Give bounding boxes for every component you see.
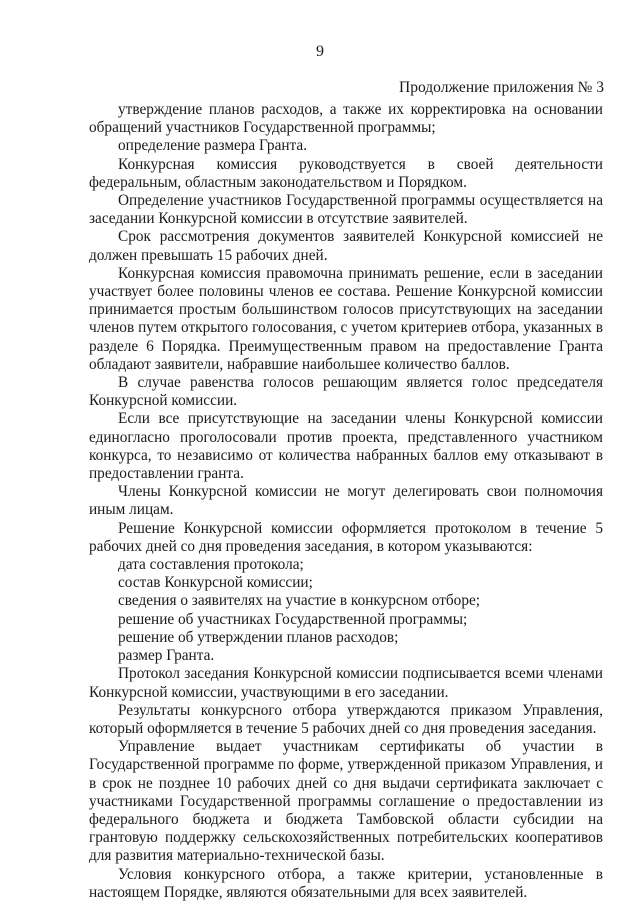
- paragraph: Решение Конкурсной комиссии оформляется протоколом в течение 5 рабочих дней со дня проведения заседания, в котором указываются:: [89, 519, 603, 555]
- paragraph: Члены Конкурсной комиссии не могут делегировать свои полномочия иным лицам.: [89, 483, 603, 519]
- paragraph: Условия конкурсного отбора, а также критерии, установленные в настоящем Порядке, являются обязательными для всех заявителей.: [89, 865, 603, 901]
- paragraph: Конкурсная комиссия правомочна принимать решение, если в заседании участвует более половины членов ее состава. Решение Конкурсной комиссии принимается простым большинством голосов присутствующих на заседании членов путем открытого голосования, с учетом критериев отбора, указанных в разделе 6 Порядка. Преимущественным правом на предоставление Гранта обладают заявители, набравшие наибольшее количество баллов.: [89, 264, 603, 373]
- paragraph: Протокол заседания Конкурсной комиссии подписывается всеми членами Конкурсной комиссии, участвующими в его заседании.: [89, 665, 603, 701]
- list-item: решение об участниках Государственной программы;: [118, 610, 468, 628]
- list-item: размер Гранта.: [118, 647, 215, 665]
- paragraph: утверждение планов расходов, а также их корректировка на основании обращений участников Государственной программы;: [89, 101, 603, 137]
- appendix-header: Продолжение приложения № 3: [399, 79, 604, 96]
- paragraph: Результаты конкурсного отбора утверждаются приказом Управления, который оформляется в течение 5 рабочих дней со дня проведения заседания.: [89, 701, 603, 737]
- list-item: состав Конкурсной комиссии;: [118, 574, 313, 592]
- list-item: решение об утверждении планов расходов;: [118, 628, 399, 646]
- page-number: 9: [316, 43, 324, 60]
- list-item: дата составления протокола;: [118, 556, 304, 574]
- paragraph: Если все присутствующие на заседании члены Конкурсной комиссии единогласно проголосовали против проекта, представленного участником конкурса, то независимо от количества набранных баллов ему отказывают в предоставлении гранта.: [89, 410, 603, 483]
- document-body: [89, 101, 603, 902]
- paragraph: Управление выдает участникам сертификаты об участии в Государственной программе по форме, утвержденной приказом Управления, и в срок не позднее 10 рабочих дней со дня выдачи сертификата заключает с участниками Государственной программы соглашение о предоставлении из федерального бюджета и бюджета Тамбовской области субсидии на грантовую поддержку сельскохозяйственных потребительских кооперативов для развития материально-технической базы.: [89, 738, 603, 865]
- paragraph: Конкурсная комиссия руководствуется в своей деятельности федеральным, областным законодательством и Порядком.: [89, 155, 603, 191]
- paragraph: определение размера Гранта.: [118, 137, 308, 155]
- paragraph: Срок рассмотрения документов заявителей Конкурсной комиссией не должен превышать 15 рабочих дней.: [89, 228, 603, 264]
- paragraph: Определение участников Государственной программы осуществляется на заседании Конкурсной комиссии в отсутствие заявителей.: [89, 192, 603, 228]
- paragraph: В случае равенства голосов решающим является голос председателя Конкурсной комиссии.: [89, 374, 603, 410]
- protocol-contents-list: [89, 556, 603, 665]
- list-item: сведения о заявителях на участие в конкурсном отборе;: [118, 592, 481, 610]
